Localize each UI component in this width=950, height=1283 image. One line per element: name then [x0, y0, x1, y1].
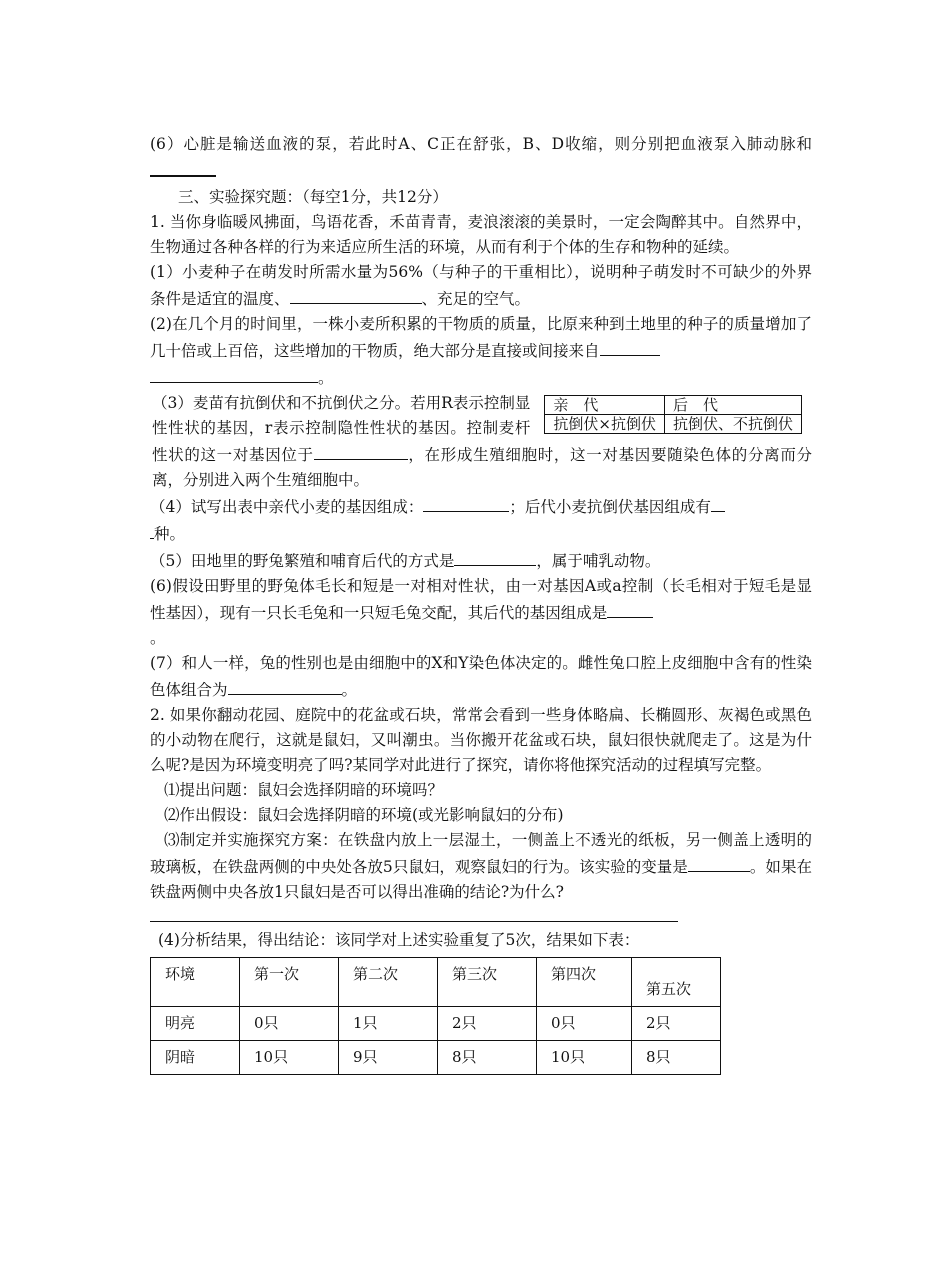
table-header: 第二次 [339, 958, 438, 1007]
table-row [151, 1041, 721, 1075]
inheritance-table [544, 395, 802, 434]
q1-intro: 1. 当你身临暖风拂面，鸟语花香，禾苗青青，麦浪滚滚的美景时，一定会陶醉其中。自然界中，生物通过各种各样的行为来适应所生活的环境，从而有利于个体的生存和物种的延续。 [150, 213, 812, 256]
answer-blank[interactable] [290, 285, 422, 304]
table-header: 第五次 [632, 958, 721, 1007]
table-header-row [151, 958, 721, 1007]
table-cell-parent: 抗倒伏×抗倒伏 [545, 415, 665, 434]
q1-part3: 亲 代 后 代 抗倒伏×抗倒伏 抗倒伏、不抗倒伏 （3）麦苗有抗倒伏和不抗倒伏之分。若用R表示控制显性性状的基因，r表示控制隐性性状的基因。控制麦杆性状的这一对基因位于 ，在形成生殖细胞时，这一对基因要随染色体的分离而分离，分别进入两个生殖细胞中。 [152, 394, 812, 489]
table-header: 第三次 [438, 958, 537, 1007]
q1-part5: （5）田地里的野兔繁殖和哺育后代的方式是 ，属于哺乳动物。 [150, 547, 812, 574]
answer-blank[interactable] [454, 547, 536, 566]
table-cell: 2只 [632, 1007, 721, 1041]
document-page [150, 132, 812, 1075]
table-cell: 10只 [537, 1041, 632, 1075]
answer-blank[interactable] [607, 599, 653, 618]
table-cell-offspring: 抗倒伏、不抗倒伏 [664, 415, 801, 434]
table-cell: 8只 [632, 1041, 721, 1075]
table-header-parent: 亲 代 [545, 396, 665, 415]
table-header: 第一次 [240, 958, 339, 1007]
answer-blank[interactable] [150, 157, 216, 177]
answer-blank[interactable] [600, 337, 660, 356]
table-cell: 0只 [240, 1007, 339, 1041]
answer-blank[interactable] [228, 676, 342, 695]
table-cell: 明亮 [151, 1007, 240, 1041]
table-cell: 0只 [537, 1007, 632, 1041]
results-table [150, 957, 721, 1075]
table-cell: 10只 [240, 1041, 339, 1075]
q2-step4: (4)分析结果，得出结论：该同学对上述实验重复了5次，结果如下表： [158, 931, 640, 949]
q1-part1: (1）小麦种子在萌发时所需水量为56%（与种子的干重相比），说明种子萌发时不可缺少的外界条件是适宜的温度、 、充足的空气。 [150, 263, 812, 308]
answer-blank[interactable] [314, 441, 408, 460]
q1-part6: (6)假设田野里的野兔体毛长和短是一对相对性状，由一对基因A或a控制（长毛相对于短毛是显性基因），现有一只长毛兔和一只短毛兔交配，其后代的基因组成是 。 [150, 577, 812, 647]
table-cell: 9只 [339, 1041, 438, 1075]
q2-step2: ⑵作出假设：鼠妇会选择阴暗的环境(或光影响鼠妇的分布) [164, 806, 564, 824]
q1-part7: (7）和人一样，兔的性别也是由细胞中的X和Y染色体决定的。雌性兔口腔上皮细胞中含有的性染色体组合为 。 [150, 654, 812, 699]
answer-line[interactable] [150, 905, 678, 922]
table-header: 环境 [151, 958, 240, 1007]
q2-intro: 2. 如果你翻动花园、庭院中的花盆或石块，常常会看到一些身体略扁、长椭圆形、灰褐色或黑色的小动物在爬行，这就是鼠妇，又叫潮虫。当你搬开花盆或石块，鼠妇很快就爬走了。这是为什么呢?是因为环境变明亮了吗?某同学对此进行了探究，请你将他探究活动的过程填写完整。 [150, 706, 812, 774]
table-cell: 1只 [339, 1007, 438, 1041]
answer-blank[interactable] [688, 853, 750, 872]
q1-part4: （4）试写出表中亲代小麦的基因组成： ；后代小麦抗倒伏基因组成有 种。 [150, 493, 812, 547]
table-header-offspring: 后 代 [664, 396, 801, 415]
q2-step1: ⑴提出问题：鼠妇会选择阴暗的环境吗？ [164, 781, 444, 799]
table-cell: 8只 [438, 1041, 537, 1075]
answer-blank[interactable] [423, 493, 509, 512]
section-title: 三、实验探究题：（每空1分，共12分） [178, 188, 448, 206]
table-row [151, 1007, 721, 1041]
q1-part2: (2)在几个月的时间里，一株小麦所积累的干物质的质量，比原来种到土地里的种子的质量增加了几十倍或上百倍，这些增加的干物质，绝大部分是直接或间接来自 。 [150, 315, 812, 387]
table-cell: 阴暗 [151, 1041, 240, 1075]
q2-step3: ⑶制定并实施探究方案：在铁盘内放上一层湿土，一侧盖上不透光的纸板，另一侧盖上透明的玻璃板，在铁盘两侧的中央处各放5只鼠妇，观察鼠妇的行为。该实验的变量是 。如果在铁盘两侧中央各放1只鼠妇是否可以得出准确的结论?为什么? [150, 831, 812, 901]
table-cell: 2只 [438, 1007, 537, 1041]
answer-blank[interactable] [150, 364, 318, 383]
q6-heart-question: (6）心脏是输送血液的泵，若此时A、C正在舒张，B、D收缩，则分别把血液泵入肺动脉和 [150, 132, 812, 185]
answer-blank[interactable] [711, 493, 725, 512]
table-header: 第四次 [537, 958, 632, 1007]
